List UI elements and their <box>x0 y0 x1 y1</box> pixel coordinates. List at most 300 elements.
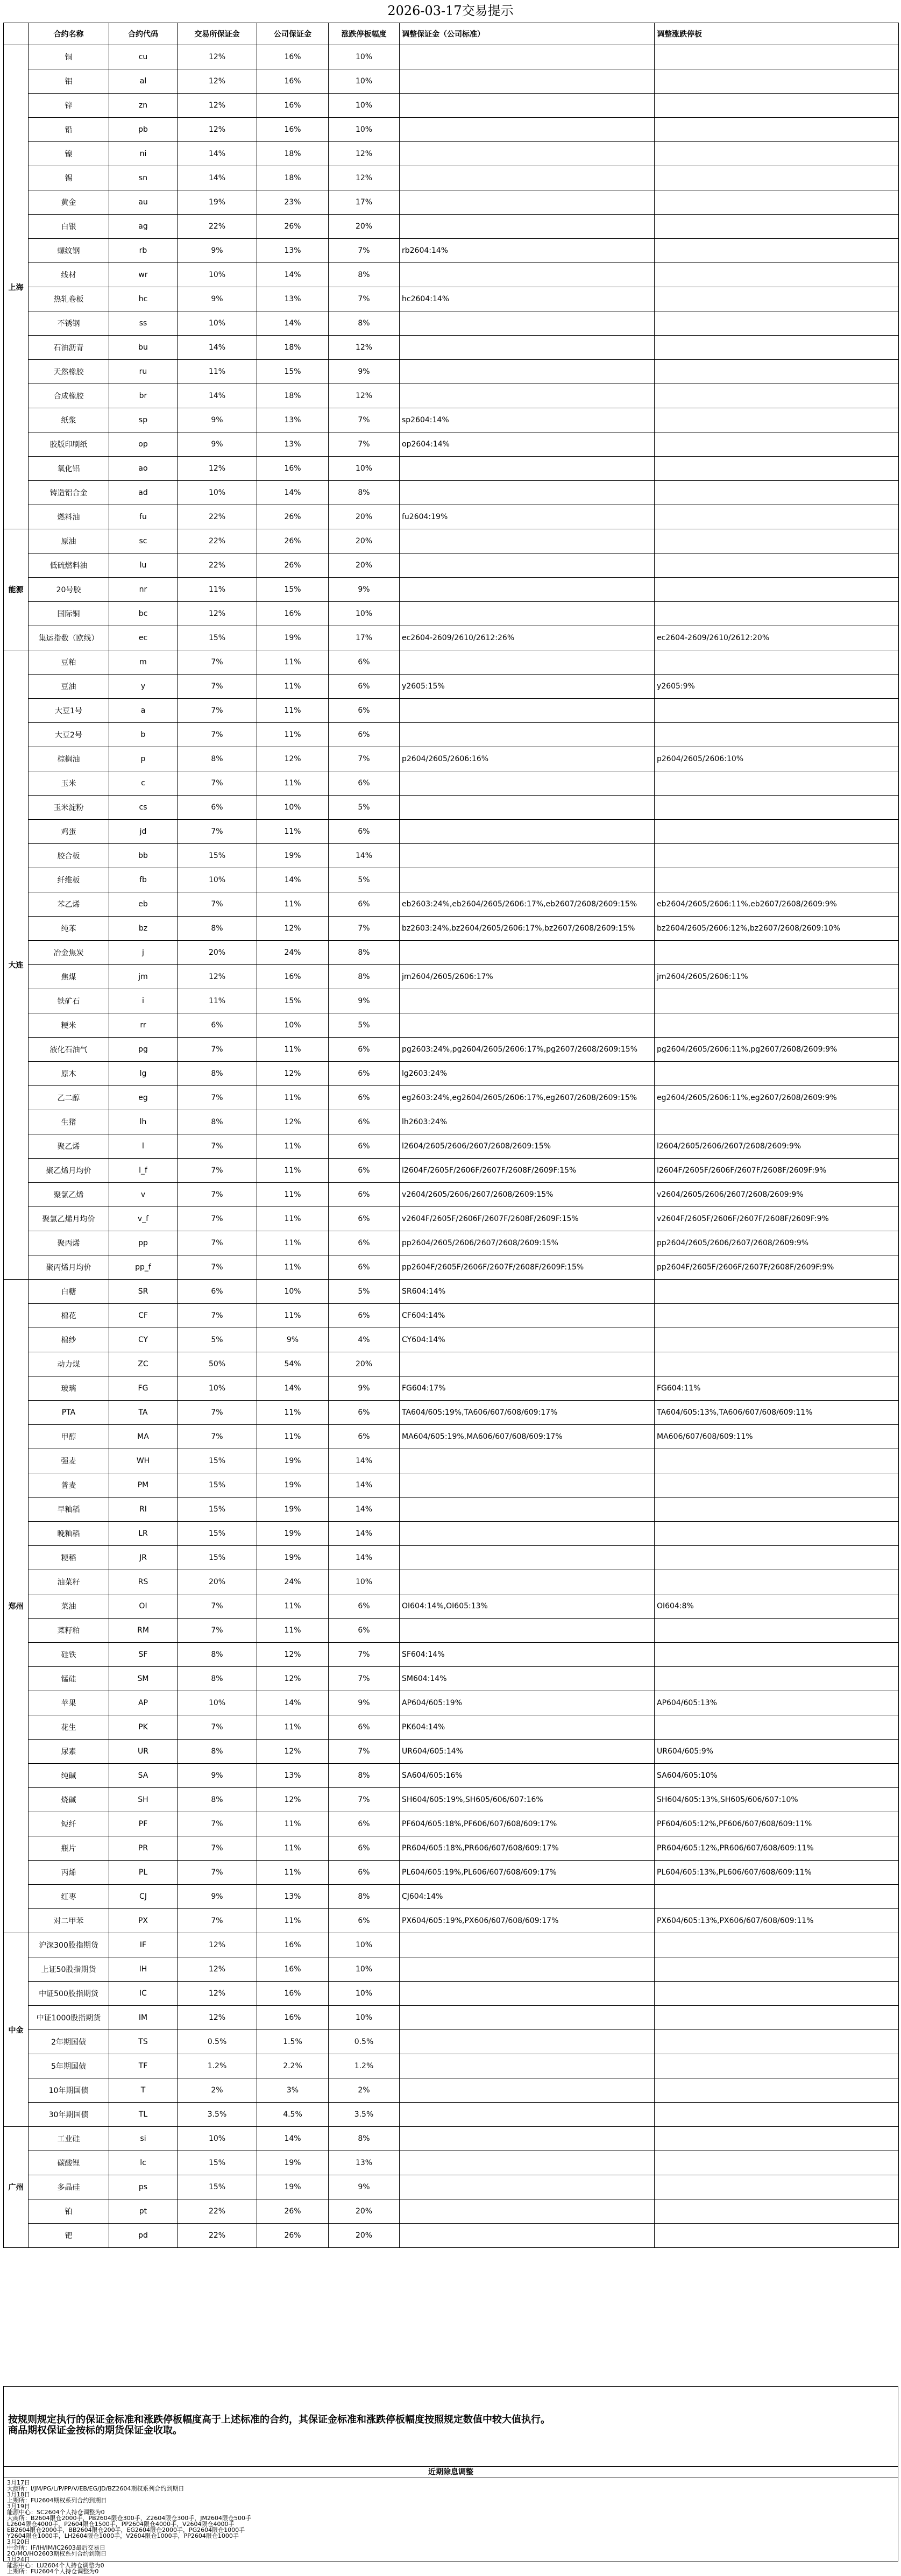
company-margin: 15% <box>257 578 329 602</box>
company-margin: 19% <box>257 1546 329 1570</box>
adjusted-limit <box>655 1498 899 1522</box>
exchange-margin: 5% <box>178 1328 257 1352</box>
adjusted-margin <box>400 650 655 675</box>
recent-line: 中金所：IF/IH/IM/IC2603最后交易日 <box>7 2544 105 2551</box>
price-limit: 6% <box>329 1134 400 1159</box>
company-margin: 16% <box>257 1957 329 1982</box>
table-row <box>4 2151 899 2175</box>
contract-code: CY <box>109 1328 178 1352</box>
adjusted-limit <box>655 1013 899 1038</box>
adjusted-margin <box>400 1522 655 1546</box>
table-row <box>4 723 899 747</box>
adjusted-limit <box>655 1570 899 1594</box>
price-limit: 7% <box>329 432 400 457</box>
contract-name: 烧碱 <box>29 1788 109 1812</box>
adjusted-limit <box>655 215 899 239</box>
exchange-margin: 7% <box>178 892 257 917</box>
trading-table <box>3 23 899 2248</box>
company-margin: 11% <box>257 1038 329 1062</box>
contract-name: 焦煤 <box>29 965 109 989</box>
company-margin: 18% <box>257 336 329 360</box>
adjusted-limit <box>655 868 899 892</box>
table-row <box>4 2127 899 2151</box>
adjusted-limit: bz2604/2605/2606:12%,bz2607/2608/2609:10% <box>655 917 899 941</box>
price-limit: 10% <box>329 1933 400 1957</box>
contract-code: lc <box>109 2151 178 2175</box>
adjusted-margin: y2605:15% <box>400 675 655 699</box>
contract-code: CJ <box>109 1885 178 1909</box>
exchange-margin: 7% <box>178 1909 257 1933</box>
company-margin: 10% <box>257 1013 329 1038</box>
adjusted-margin <box>400 311 655 336</box>
table-row <box>4 941 899 965</box>
recent-line: 3月18日 <box>7 2491 30 2498</box>
adjusted-limit <box>655 2199 899 2224</box>
adjusted-margin: SA604/605:16% <box>400 1764 655 1788</box>
adjusted-margin <box>400 723 655 747</box>
adjusted-margin <box>400 215 655 239</box>
table-row <box>4 166 899 190</box>
price-limit: 6% <box>329 1207 400 1231</box>
exchange-margin: 10% <box>178 1691 257 1715</box>
company-margin: 11% <box>257 723 329 747</box>
contract-name: 玉米淀粉 <box>29 796 109 820</box>
exchange-margin: 7% <box>178 1207 257 1231</box>
adjusted-margin <box>400 1449 655 1473</box>
exchange-margin: 7% <box>178 1183 257 1207</box>
adjusted-limit: v2604/2605/2606/2607/2608/2609:9% <box>655 1183 899 1207</box>
company-margin: 11% <box>257 820 329 844</box>
adjusted-limit <box>655 771 899 796</box>
contract-code: UR <box>109 1740 178 1764</box>
contract-code: m <box>109 650 178 675</box>
exchange-margin: 22% <box>178 2199 257 2224</box>
company-margin: 11% <box>257 1231 329 1255</box>
price-limit: 6% <box>329 1836 400 1861</box>
adjusted-limit <box>655 2054 899 2078</box>
price-limit: 13% <box>329 2151 400 2175</box>
exchange-margin: 10% <box>178 1376 257 1401</box>
price-limit: 6% <box>329 820 400 844</box>
exchange-margin: 7% <box>178 1086 257 1110</box>
exchange-margin: 10% <box>178 2127 257 2151</box>
contract-name: 沪深300股指期货 <box>29 1933 109 1957</box>
adjusted-margin <box>400 771 655 796</box>
adjusted-margin <box>400 1498 655 1522</box>
exchange-margin: 7% <box>178 1812 257 1836</box>
contract-code: si <box>109 2127 178 2151</box>
contract-name: 上证50股指期货 <box>29 1957 109 1982</box>
adjusted-margin: MA604/605:19%,MA606/607/608/609:17% <box>400 1425 655 1449</box>
contract-code: ag <box>109 215 178 239</box>
exchange-margin: 12% <box>178 2006 257 2030</box>
exchange-margin: 10% <box>178 868 257 892</box>
price-limit: 8% <box>329 481 400 505</box>
company-margin: 18% <box>257 142 329 166</box>
company-margin: 16% <box>257 2006 329 2030</box>
price-limit: 6% <box>329 650 400 675</box>
price-limit: 10% <box>329 2006 400 2030</box>
adjusted-limit: eg2604/2605/2606:11%,eg2607/2608/2609:9% <box>655 1086 899 1110</box>
contract-name: 线材 <box>29 263 109 287</box>
company-margin: 14% <box>257 2127 329 2151</box>
price-limit: 5% <box>329 1280 400 1304</box>
price-limit: 17% <box>329 626 400 650</box>
price-limit: 0.5% <box>329 2030 400 2054</box>
exchange-margin: 14% <box>178 384 257 408</box>
table-row <box>4 505 899 529</box>
contract-name: 豆粕 <box>29 650 109 675</box>
exchange-margin: 12% <box>178 965 257 989</box>
adjusted-margin: pp2604F/2605F/2606F/2607F/2608F/2609F:15% <box>400 1255 655 1280</box>
contract-code: c <box>109 771 178 796</box>
adjusted-limit: p2604/2605/2606:10% <box>655 747 899 771</box>
table-row <box>4 1546 899 1570</box>
adjusted-limit <box>655 1619 899 1643</box>
price-limit: 8% <box>329 941 400 965</box>
table-row <box>4 2199 899 2224</box>
adjusted-margin: CF604:14% <box>400 1304 655 1328</box>
adjusted-margin <box>400 699 655 723</box>
company-margin: 12% <box>257 917 329 941</box>
contract-code: op <box>109 432 178 457</box>
recent-line: EB2604限仓2000手，BB2604限仓200手，EG2604限仓2000手，PG2604限仓1000手 <box>7 2527 245 2534</box>
price-limit: 10% <box>329 118 400 142</box>
adjusted-margin: bz2603:24%,bz2604/2605/2606:17%,bz2607/2608/2609:15% <box>400 917 655 941</box>
price-limit: 6% <box>329 1110 400 1134</box>
company-margin: 19% <box>257 2151 329 2175</box>
contract-name: 强麦 <box>29 1449 109 1473</box>
adjusted-margin <box>400 868 655 892</box>
exchange-margin: 22% <box>178 505 257 529</box>
table-row <box>4 69 899 94</box>
contract-name: 螺纹钢 <box>29 239 109 263</box>
contract-name: 玉米 <box>29 771 109 796</box>
contract-name: 镍 <box>29 142 109 166</box>
price-limit: 4% <box>329 1328 400 1352</box>
exchange-margin: 7% <box>178 1594 257 1619</box>
table-row <box>4 360 899 384</box>
company-margin: 19% <box>257 1473 329 1498</box>
company-margin: 19% <box>257 844 329 868</box>
exchange-margin: 7% <box>178 1038 257 1062</box>
contract-name: PTA <box>29 1401 109 1425</box>
company-margin: 14% <box>257 311 329 336</box>
adjusted-limit: l2604F/2605F/2606F/2607F/2608F/2609F:9% <box>655 1159 899 1183</box>
company-margin: 16% <box>257 69 329 94</box>
company-margin: 16% <box>257 1982 329 2006</box>
price-limit: 14% <box>329 1498 400 1522</box>
adjusted-limit <box>655 941 899 965</box>
company-margin: 11% <box>257 1812 329 1836</box>
table-row <box>4 1740 899 1764</box>
contract-name: 原油 <box>29 529 109 553</box>
table-row <box>4 2078 899 2103</box>
exchange-margin: 7% <box>178 650 257 675</box>
contract-code: pd <box>109 2224 178 2248</box>
table-row <box>4 1812 899 1836</box>
contract-code: lg <box>109 1062 178 1086</box>
recent-line: L2604限仓4000手，P2604限仓1500手，PP2604限仓4000手，V2604限仓4000手 <box>7 2521 235 2528</box>
price-limit: 17% <box>329 190 400 215</box>
table-row <box>4 239 899 263</box>
price-limit: 8% <box>329 311 400 336</box>
contract-name: 豆油 <box>29 675 109 699</box>
adjusted-limit <box>655 457 899 481</box>
table-row <box>4 2054 899 2078</box>
company-margin: 11% <box>257 892 329 917</box>
contract-name: 胶版印刷纸 <box>29 432 109 457</box>
table-row <box>4 1885 899 1909</box>
price-limit: 6% <box>329 1594 400 1619</box>
contract-code: al <box>109 69 178 94</box>
adjusted-limit: FG604:11% <box>655 1376 899 1401</box>
adjusted-limit <box>655 1982 899 2006</box>
contract-code: ZC <box>109 1352 178 1376</box>
contract-name: 铁矿石 <box>29 989 109 1013</box>
adjusted-margin: l2604/2605/2606/2607/2608/2609:15% <box>400 1134 655 1159</box>
exchange-label: 中金 <box>4 1933 29 2127</box>
recent-title: 近期除息调整 <box>4 2467 898 2478</box>
table-row <box>4 1715 899 1740</box>
price-limit: 10% <box>329 457 400 481</box>
company-margin: 12% <box>257 1110 329 1134</box>
table-row <box>4 1062 899 1086</box>
adjusted-margin <box>400 1546 655 1570</box>
contract-code: RS <box>109 1570 178 1594</box>
adjusted-limit <box>655 2030 899 2054</box>
contract-name: 苯乙烯 <box>29 892 109 917</box>
recent-line: 能源中心：LU2604个人持仓调整为0 <box>7 2562 104 2569</box>
company-margin: 12% <box>257 747 329 771</box>
table-row <box>4 892 899 917</box>
adjusted-limit <box>655 384 899 408</box>
price-limit: 8% <box>329 965 400 989</box>
company-margin: 11% <box>257 1086 329 1110</box>
adjusted-margin <box>400 2175 655 2199</box>
company-margin: 12% <box>257 1667 329 1691</box>
contract-name: 油菜籽 <box>29 1570 109 1594</box>
adjusted-limit <box>655 2224 899 2248</box>
exchange-margin: 8% <box>178 1788 257 1812</box>
company-margin: 16% <box>257 965 329 989</box>
contract-code: wr <box>109 263 178 287</box>
exchange-margin: 7% <box>178 1255 257 1280</box>
adjusted-limit <box>655 408 899 432</box>
company-margin: 2.2% <box>257 2054 329 2078</box>
company-margin: 19% <box>257 1498 329 1522</box>
adjusted-margin <box>400 336 655 360</box>
contract-code: sp <box>109 408 178 432</box>
price-limit: 12% <box>329 166 400 190</box>
company-margin: 13% <box>257 432 329 457</box>
adjusted-margin: pp2604/2605/2606/2607/2608/2609:15% <box>400 1231 655 1255</box>
adjusted-margin <box>400 69 655 94</box>
adjusted-limit: UR604/605:9% <box>655 1740 899 1764</box>
company-margin: 11% <box>257 699 329 723</box>
contract-code: p <box>109 747 178 771</box>
table-row <box>4 1231 899 1255</box>
contract-name: 花生 <box>29 1715 109 1740</box>
table-row <box>4 263 899 287</box>
exchange-margin: 7% <box>178 771 257 796</box>
price-limit: 20% <box>329 2199 400 2224</box>
exchange-margin: 3.5% <box>178 2103 257 2127</box>
table-row <box>4 844 899 868</box>
price-limit: 7% <box>329 287 400 311</box>
contract-name: 燃料油 <box>29 505 109 529</box>
table-row <box>4 1619 899 1643</box>
adjusted-limit <box>655 1449 899 1473</box>
company-margin: 11% <box>257 1255 329 1280</box>
table-row <box>4 578 899 602</box>
adjusted-margin <box>400 529 655 553</box>
table-row <box>4 1788 899 1812</box>
recent-line: 3月17日 <box>7 2479 30 2486</box>
adjusted-margin: SM604:14% <box>400 1667 655 1691</box>
table-row <box>4 45 899 69</box>
exchange-margin: 7% <box>178 1836 257 1861</box>
table-row <box>4 2006 899 2030</box>
contract-name: 聚丙烯月均价 <box>29 1255 109 1280</box>
adjusted-margin: p2604/2605/2606:16% <box>400 747 655 771</box>
price-limit: 9% <box>329 989 400 1013</box>
price-limit: 9% <box>329 1376 400 1401</box>
adjusted-margin: AP604/605:19% <box>400 1691 655 1715</box>
adjusted-margin: PF604/605:18%,PF606/607/608/609:17% <box>400 1812 655 1836</box>
contract-code: cu <box>109 45 178 69</box>
company-margin: 10% <box>257 1280 329 1304</box>
adjusted-margin <box>400 481 655 505</box>
table-row <box>4 650 899 675</box>
notice-line: 商品期权保证金按标的期货保证金收取。 <box>8 2425 182 2436</box>
company-margin: 26% <box>257 553 329 578</box>
contract-name: 瓶片 <box>29 1836 109 1861</box>
contract-name: 玻璃 <box>29 1376 109 1401</box>
exchange-label: 上海 <box>4 45 29 529</box>
company-margin: 10% <box>257 796 329 820</box>
contract-code: fb <box>109 868 178 892</box>
contract-code: v <box>109 1183 178 1207</box>
adjusted-margin <box>400 360 655 384</box>
recent-line: 上期所：FU2604期权系列合约到期日 <box>7 2497 107 2504</box>
header-adjusted-margin: 调整保证金（公司标准） <box>400 23 655 45</box>
price-limit: 7% <box>329 1740 400 1764</box>
exchange-margin: 12% <box>178 457 257 481</box>
price-limit: 6% <box>329 723 400 747</box>
contract-code: bu <box>109 336 178 360</box>
contract-code: SM <box>109 1667 178 1691</box>
contract-code: OI <box>109 1594 178 1619</box>
company-margin: 11% <box>257 675 329 699</box>
contract-name: 多晶硅 <box>29 2175 109 2199</box>
price-limit: 12% <box>329 336 400 360</box>
adjusted-limit: ec2604-2609/2610/2612:20% <box>655 626 899 650</box>
contract-code: PK <box>109 1715 178 1740</box>
price-limit: 20% <box>329 505 400 529</box>
company-margin: 11% <box>257 1207 329 1231</box>
adjusted-limit <box>655 723 899 747</box>
contract-name: 普麦 <box>29 1473 109 1498</box>
contract-code: pg <box>109 1038 178 1062</box>
adjusted-margin: CJ604:14% <box>400 1885 655 1909</box>
price-limit: 6% <box>329 1861 400 1885</box>
table-row <box>4 1449 899 1473</box>
exchange-margin: 19% <box>178 190 257 215</box>
table-row <box>4 1498 899 1522</box>
contract-name: 棕榈油 <box>29 747 109 771</box>
exchange-margin: 7% <box>178 723 257 747</box>
table-row <box>4 675 899 699</box>
table-row <box>4 1861 899 1885</box>
exchange-margin: 0.5% <box>178 2030 257 2054</box>
recent-line: 2O/MO/HO2603期权系列合约到期日 <box>7 2550 107 2557</box>
contract-name: 2年期国债 <box>29 2030 109 2054</box>
adjusted-limit <box>655 505 899 529</box>
table-row <box>4 1957 899 1982</box>
contract-name: 苹果 <box>29 1691 109 1715</box>
price-limit: 7% <box>329 1788 400 1812</box>
price-limit: 6% <box>329 1812 400 1836</box>
table-row <box>4 118 899 142</box>
adjusted-margin <box>400 263 655 287</box>
adjusted-limit <box>655 1885 899 1909</box>
contract-code: nr <box>109 578 178 602</box>
adjusted-limit <box>655 989 899 1013</box>
adjusted-margin <box>400 578 655 602</box>
table-row <box>4 1667 899 1691</box>
table-row <box>4 1013 899 1038</box>
exchange-margin: 7% <box>178 1159 257 1183</box>
contract-code: a <box>109 699 178 723</box>
exchange-margin: 10% <box>178 263 257 287</box>
table-row <box>4 94 899 118</box>
table-row <box>4 965 899 989</box>
adjusted-limit <box>655 2151 899 2175</box>
adjusted-margin: pg2603:24%,pg2604/2605/2606:17%,pg2607/2608/2609:15% <box>400 1038 655 1062</box>
adjusted-limit: y2605:9% <box>655 675 899 699</box>
exchange-margin: 8% <box>178 917 257 941</box>
company-margin: 16% <box>257 1933 329 1957</box>
price-limit: 6% <box>329 1038 400 1062</box>
contract-name: 硅铁 <box>29 1643 109 1667</box>
contract-name: 原木 <box>29 1062 109 1086</box>
exchange-margin: 20% <box>178 941 257 965</box>
table-row <box>4 1110 899 1134</box>
price-limit: 6% <box>329 675 400 699</box>
contract-code: TS <box>109 2030 178 2054</box>
contract-code: bc <box>109 602 178 626</box>
exchange-margin: 7% <box>178 1304 257 1328</box>
company-margin: 14% <box>257 868 329 892</box>
header-exchange <box>4 23 29 45</box>
adjusted-limit: SH604/605:13%,SH605/606/607:10% <box>655 1788 899 1812</box>
contract-code: IC <box>109 1982 178 2006</box>
table-row <box>4 2103 899 2127</box>
adjusted-limit <box>655 1522 899 1546</box>
price-limit: 14% <box>329 1546 400 1570</box>
exchange-margin: 2% <box>178 2078 257 2103</box>
adjusted-limit <box>655 2103 899 2127</box>
exchange-margin: 7% <box>178 1861 257 1885</box>
adjusted-margin: PL604/605:19%,PL606/607/608/609:17% <box>400 1861 655 1885</box>
adjusted-margin <box>400 820 655 844</box>
contract-name: 鸡蛋 <box>29 820 109 844</box>
exchange-margin: 8% <box>178 1667 257 1691</box>
company-margin: 13% <box>257 408 329 432</box>
adjusted-margin: SR604:14% <box>400 1280 655 1304</box>
adjusted-limit <box>655 1667 899 1691</box>
